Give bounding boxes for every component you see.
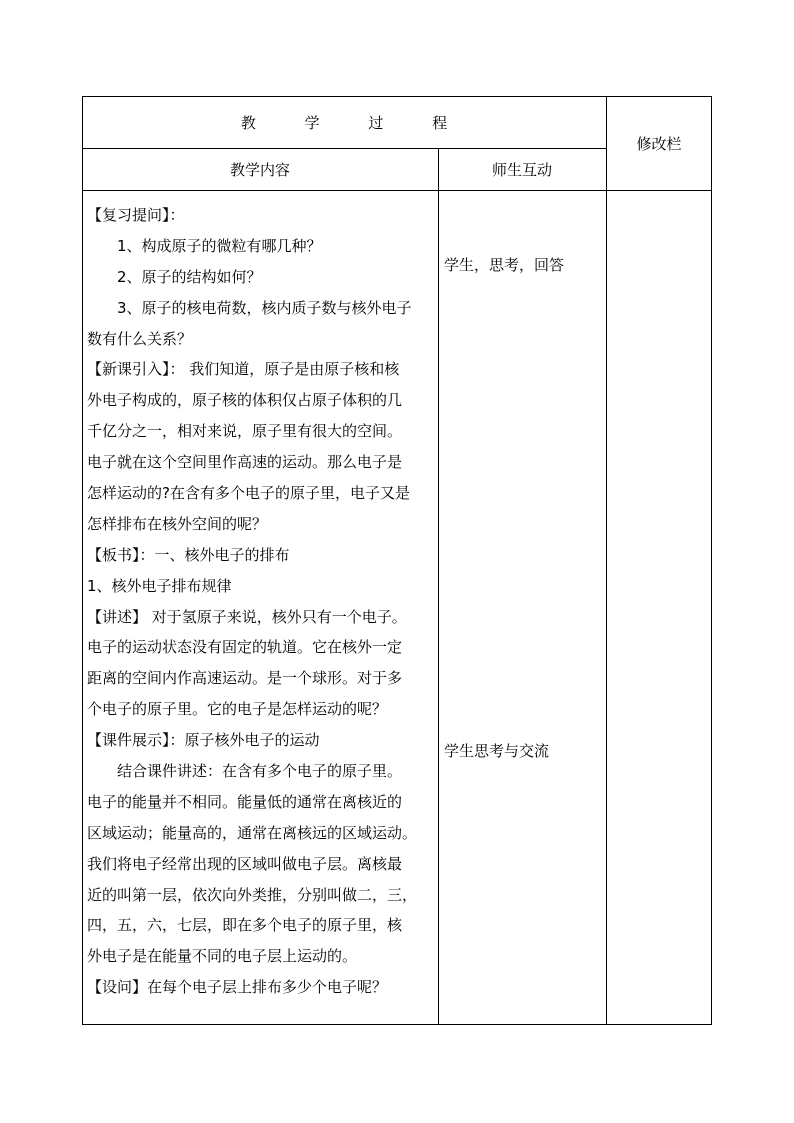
lesson-content [87, 200, 437, 1003]
content-line: 区域运动；能量高的，通常在离核远的区域运动。 [87, 823, 418, 842]
table-border-bottom [82, 1024, 712, 1025]
table-border-right [711, 96, 712, 1025]
content-line: 电子就在这个空间里作高速的运动。那么电子是 [87, 453, 403, 472]
content-line: 数有什么关系？ [87, 329, 193, 348]
content-line: 四，五，六，七层，即在多个电子的原子里，核 [87, 916, 403, 935]
content-column-header: 教学内容 [229, 160, 290, 179]
interaction-column-header: 师生互动 [491, 160, 552, 179]
content-line: 【课件展示】：原子核外电子的运动 [87, 731, 320, 750]
content-line: 怎样排布在核外空间的呢？ [87, 514, 268, 533]
interaction-note: 学生，思考，回答 [444, 256, 565, 274]
content-line: 电子的能量并不相同。能量低的通常在离核近的 [87, 792, 403, 811]
content-line: 近的叫第一层，依次向外类推，分别叫做二，三， [87, 885, 418, 904]
content-line: 我们将电子经常出现的区域叫做电子层。离核最 [87, 854, 403, 873]
lesson-table [82, 96, 712, 1025]
content-line: 2、原子的结构如何？ [117, 267, 262, 286]
revise-column-header: 修改栏 [636, 134, 682, 153]
content-line: 1、构成原子的微粒有哪几种？ [117, 236, 322, 255]
content-line: 千亿分之一，相对来说，原子里有很大的空间。 [87, 422, 403, 441]
content-line: 3、原子的核电荷数，核内质子数与核外电子 [117, 298, 412, 317]
content-line: 1、核外电子排布规律 [87, 576, 232, 595]
content-line: 个电子的原子里。它的电子是怎样运动的呢？ [87, 700, 388, 719]
content-line: 外电子构成的，原子核的体积仅占原子体积的几 [87, 391, 403, 410]
content-line: 【新课引入】： 我们知道，原子是由原子核和核 [87, 360, 400, 379]
content-line: 结合课件讲述：在含有多个电子的原子里。 [117, 762, 403, 781]
table-border-left [82, 96, 83, 1025]
table-title: 教 学 过 程 [240, 113, 470, 132]
revise-column-divider [606, 96, 607, 1025]
content-line: 外电子是在能量不同的电子层上运动的。 [87, 947, 358, 966]
content-line: 怎样运动的?在含有多个电子的原子里，电子又是 [87, 484, 410, 503]
content-line: 【设问】在每个电子层上排布多少个电子呢？ [87, 978, 388, 997]
content-line: 电子的运动状态没有固定的轨道。它在核外一定 [87, 638, 403, 657]
header-divider [82, 190, 712, 191]
content-line: 【板书】：一、核外电子的排布 [87, 545, 290, 564]
interaction-column-divider [438, 148, 439, 1025]
content-line: 【复习提问】： [87, 206, 185, 224]
interaction-note: 学生思考与交流 [444, 742, 550, 760]
content-line: 【讲述】 对于氢原子来说，核外只有一个电子。 [87, 607, 407, 626]
content-line: 距离的空间内作高速运动。是一个球形。对于多 [87, 669, 403, 688]
